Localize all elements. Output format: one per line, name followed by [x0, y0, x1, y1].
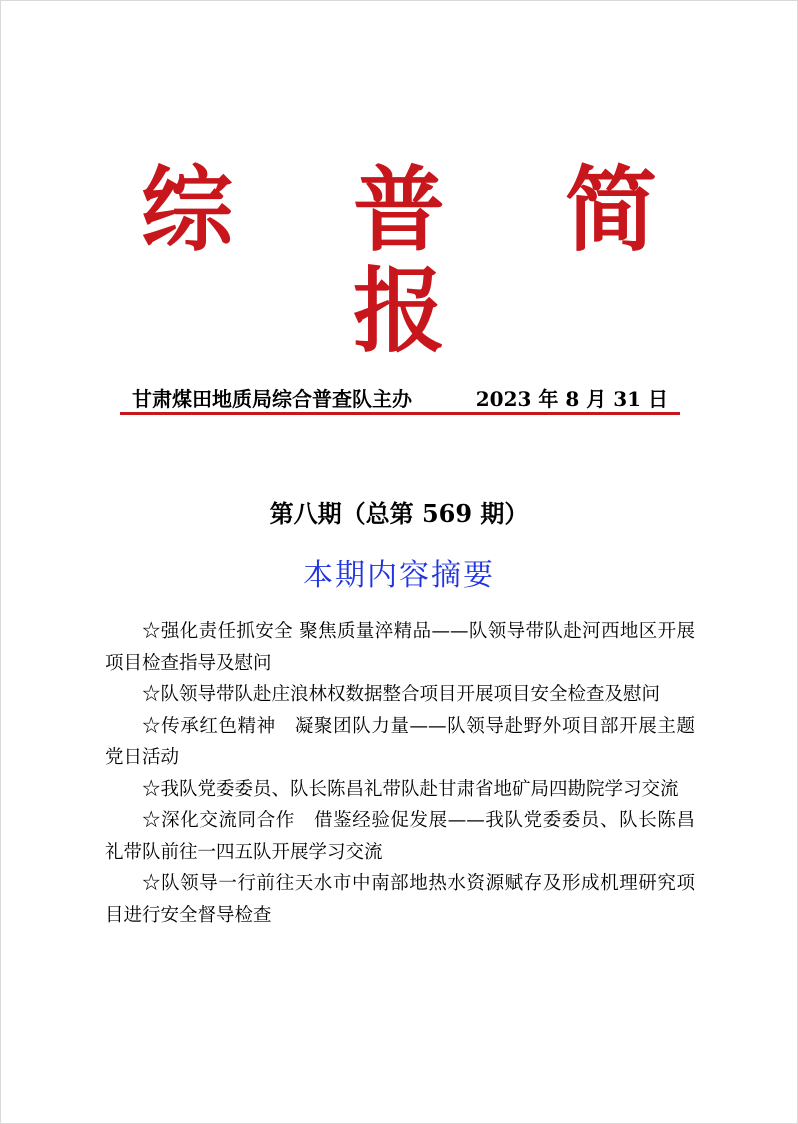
header-line [120, 383, 680, 412]
issue-date: 2023 年 8 月 31 日 [475, 387, 668, 411]
summary-item-6: ☆队领导一行前往天水市中南部地热水资源赋存及形成机理研究项目进行安全督导检查 [105, 873, 695, 926]
summary-item-3: ☆传承红色精神 凝聚团队力量——队领导赴野外项目部开展主题党日活动 [105, 715, 695, 768]
summary-item-5: ☆深化交流同合作 借鉴经验促发展——我队党委委员、队长陈昌礼带队前往一四五队开展学习交流 [105, 810, 695, 863]
masthead-title: 综 普 简 报 [140, 156, 702, 366]
organizer-text: 甘肃煤田地质局综合普查队主办 [132, 387, 412, 411]
issue-number: 第八期（总第 569 期） [269, 499, 529, 528]
red-divider [120, 412, 680, 415]
summary-item-4: ☆我队党委委员、队长陈昌礼带队赴甘肃省地矿局四勘院学习交流 [142, 778, 679, 800]
summary-item-1: ☆强化责任抓安全 聚焦质量淬精品——队领导带队赴河西地区开展项目检查指导及慰问 [105, 621, 695, 674]
summary-list [105, 616, 695, 931]
summary-item-2: ☆队领导带队赴庄浪林权数据整合项目开展项目安全检查及慰问 [142, 684, 661, 705]
summary-title: 本期内容摘要 [303, 558, 495, 593]
